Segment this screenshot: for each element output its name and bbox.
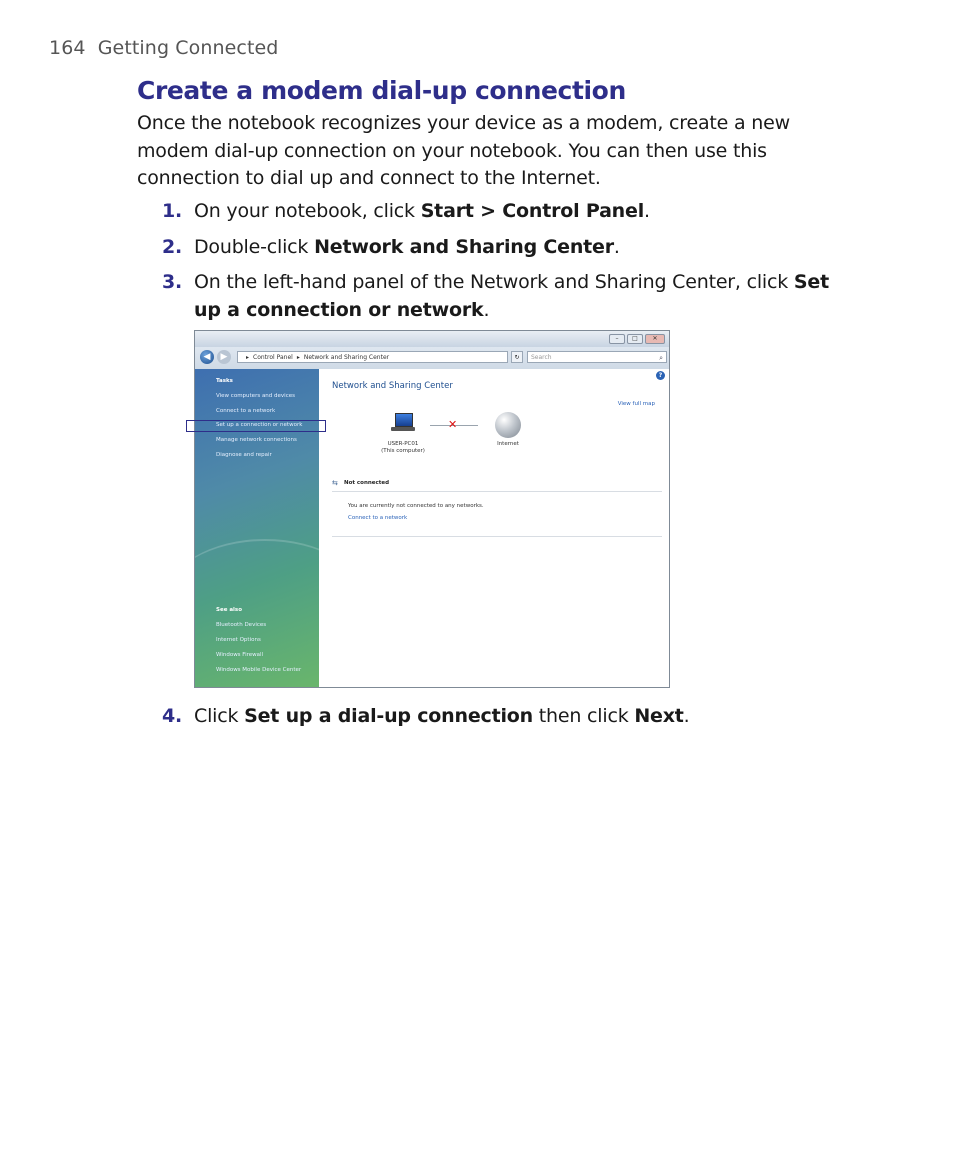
see-also-heading: See also	[216, 607, 242, 613]
step-number: 2.	[162, 236, 183, 258]
breadcrumb-control-panel[interactable]: Control Panel	[253, 354, 293, 361]
page-title: Create a modem dial-up connection	[137, 76, 626, 105]
section-name: Getting Connected	[97, 37, 279, 59]
divider	[332, 536, 662, 537]
ui-term: Start > Control Panel	[420, 200, 645, 222]
internet-label: Internet	[497, 441, 519, 447]
refresh-icon[interactable]: ↻	[511, 351, 523, 363]
running-head	[49, 37, 278, 59]
window-titlebar	[195, 331, 669, 347]
close-icon[interactable]: ✕	[645, 334, 665, 344]
network-status-icon: ⇆	[332, 479, 338, 487]
content-title: Network and Sharing Center	[332, 381, 453, 391]
search-input[interactable]: Search ⌕	[527, 351, 667, 363]
tasks-heading: Tasks	[216, 378, 233, 384]
breadcrumb-network-center[interactable]: Network and Sharing Center	[303, 354, 390, 361]
task-view-computers[interactable]: View computers and devices	[216, 393, 295, 399]
see-also-mobile-device-center[interactable]: Windows Mobile Device Center	[216, 667, 302, 673]
intro-paragraph: Once the notebook recognizes your device as a modem, create a new modem dial-up connection on your notebook. You can then use this connection to dial up and connect to the Internet.	[137, 112, 790, 189]
task-connect-network[interactable]: Connect to a network	[216, 408, 276, 414]
maximize-icon[interactable]: □	[627, 334, 643, 344]
ui-term: Set up a connection or network	[194, 271, 829, 321]
step-text: Double-click Network and Sharing Center.	[194, 236, 620, 258]
ui-term: Set up a dial-up connection	[244, 705, 533, 727]
main-content	[319, 369, 670, 688]
highlight-callout-box	[186, 420, 326, 432]
computer-label: USER-PC01 (This computer)	[381, 441, 425, 454]
forward-icon[interactable]: ▶	[217, 350, 231, 364]
search-icon[interactable]: ⌕	[659, 354, 663, 362]
see-also-firewall[interactable]: Windows Firewall	[216, 652, 264, 658]
globe-icon	[495, 412, 521, 438]
status-label: Not connected	[344, 480, 390, 486]
help-icon[interactable]: ?	[656, 371, 665, 380]
step-number: 1.	[162, 200, 183, 222]
see-also-bluetooth[interactable]: Bluetooth Devices	[216, 622, 267, 628]
address-field[interactable]: ▸ Control Panel ▸ Network and Sharing Center	[237, 351, 508, 363]
step-text: Click Set up a dial-up connection then click Next.	[194, 705, 690, 727]
task-diagnose-repair[interactable]: Diagnose and repair	[216, 452, 272, 458]
network-sharing-center-screenshot	[194, 330, 670, 688]
ui-term: Network and Sharing Center	[314, 236, 614, 258]
step-text: On the left-hand panel of the Network and Sharing Center, click Set up a connection or network.	[194, 271, 829, 321]
view-full-map-link[interactable]: View full map	[617, 401, 655, 407]
ui-term: Next	[634, 705, 684, 727]
window-controls	[609, 334, 665, 344]
connect-network-link[interactable]: Connect to a network	[348, 515, 408, 521]
back-icon[interactable]: ◀	[200, 350, 214, 364]
minimize-icon[interactable]: –	[609, 334, 625, 344]
task-manage-connections[interactable]: Manage network connections	[216, 437, 297, 443]
disconnect-x-icon: ✕	[448, 418, 458, 431]
step-number: 3.	[162, 271, 183, 293]
tasks-sidebar	[195, 369, 319, 688]
network-status-row	[332, 479, 662, 492]
status-message: You are currently not connected to any networks.	[348, 503, 484, 509]
step-text: On your notebook, click Start > Control Panel.	[194, 200, 650, 222]
step-number: 4.	[162, 705, 183, 727]
scrollbar[interactable]	[669, 369, 670, 688]
task-setup-connection[interactable]: Set up a connection or network	[216, 422, 303, 428]
page-number: 164	[49, 37, 86, 59]
see-also-internet-options[interactable]: Internet Options	[216, 637, 261, 643]
address-bar	[195, 347, 669, 369]
computer-icon	[391, 413, 415, 433]
